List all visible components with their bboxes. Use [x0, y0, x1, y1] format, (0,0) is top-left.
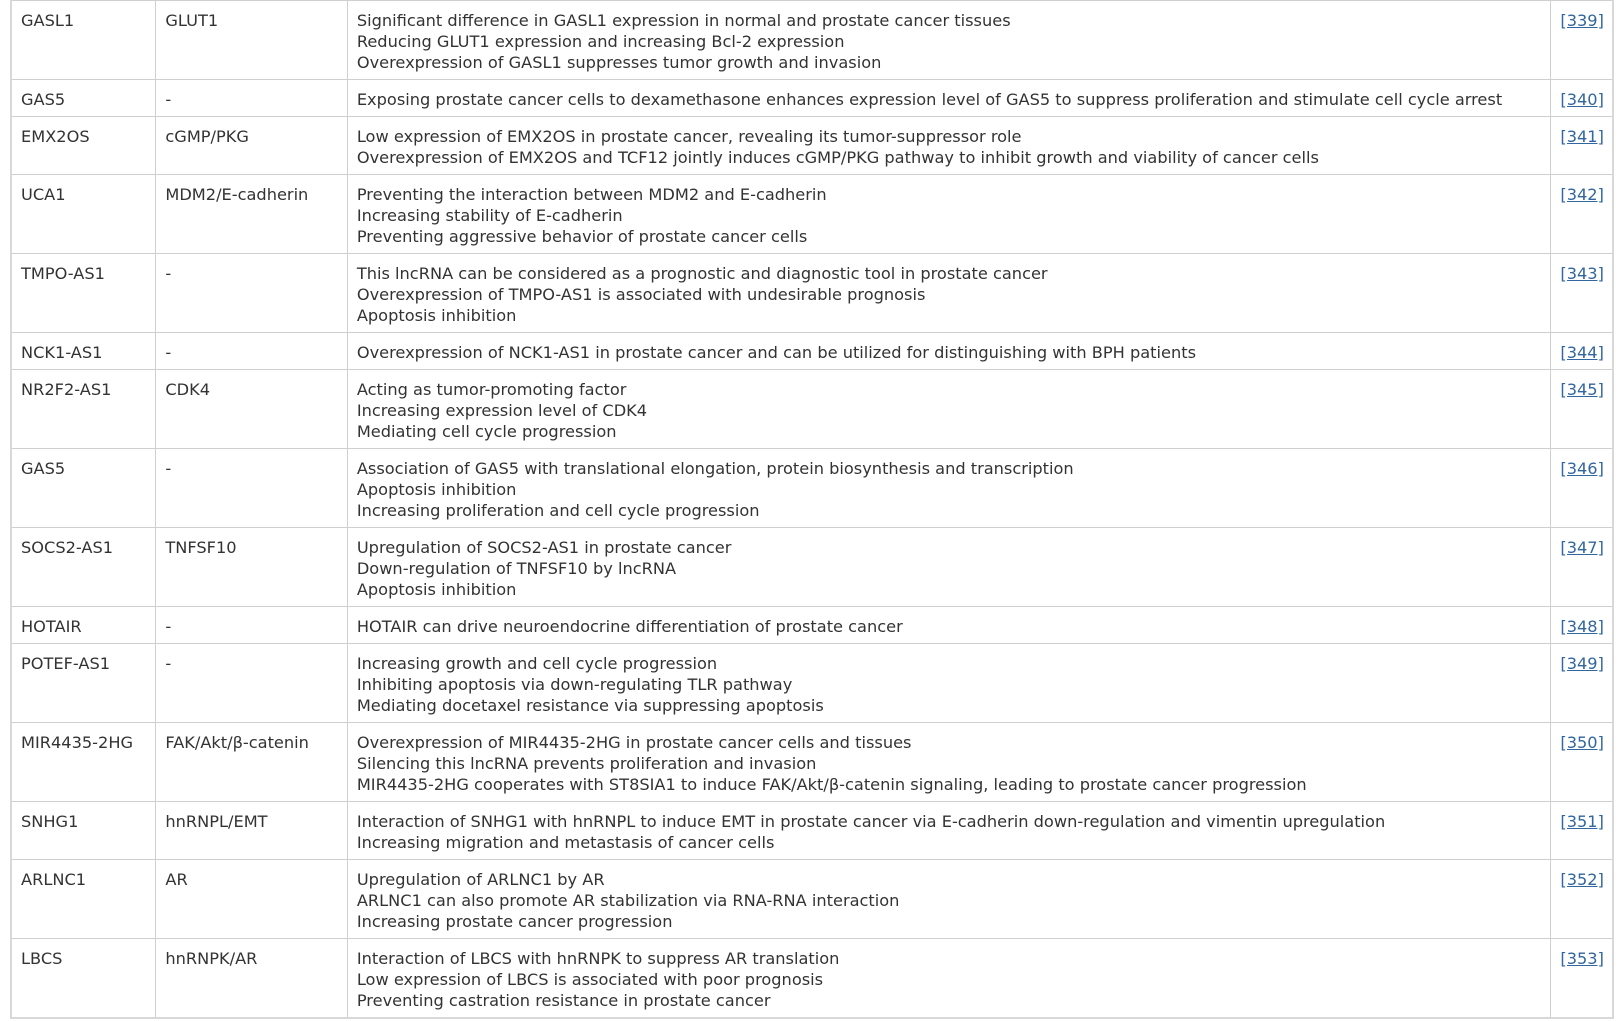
effect-line: Apoptosis inhibition [356, 480, 517, 499]
reference-link[interactable]: [345] [1560, 380, 1604, 399]
table-row [11, 449, 1613, 528]
target-cell: TNFSF10 [156, 528, 347, 607]
effect-line: Acting as tumor-promoting factor [356, 380, 627, 399]
table-row [11, 370, 1613, 449]
effect-line: Increasing expression level of CDK4 [356, 401, 648, 420]
effects-cell [347, 370, 1551, 449]
table-row [11, 254, 1613, 333]
effect-line: Apoptosis inhibition [356, 580, 517, 599]
reference-link[interactable]: [346] [1560, 459, 1604, 478]
effect-line: Preventing castration resistance in prostate cancer [356, 991, 771, 1010]
table-row [11, 80, 1613, 117]
reference-link[interactable]: [347] [1560, 538, 1604, 557]
target-cell: FAK/Akt/β-catenin [156, 723, 347, 802]
effects-cell [347, 254, 1551, 333]
reference-link[interactable]: [348] [1560, 617, 1604, 636]
target-cell: - [156, 644, 347, 723]
effects-cell [347, 723, 1551, 802]
effect-line: MIR4435-2HG cooperates with ST8SIA1 to induce FAK/Akt/β-catenin signaling, leading to prostate cancer progression [356, 775, 1307, 794]
effect-line: Low expression of EMX2OS in prostate cancer, revealing its tumor-suppressor role [356, 127, 1022, 146]
lncrna-cell: GAS5 [11, 80, 156, 117]
target-cell: - [156, 449, 347, 528]
reference-cell [1551, 607, 1613, 644]
effects-cell [347, 860, 1551, 939]
reference-link[interactable]: [351] [1560, 812, 1604, 831]
effect-line: Preventing the interaction between MDM2 and E-cadherin [356, 185, 827, 204]
effect-line: This lncRNA can be considered as a prognostic and diagnostic tool in prostate cancer [356, 264, 1048, 283]
reference-cell [1551, 254, 1613, 333]
reference-cell [1551, 723, 1613, 802]
effects-cell [347, 449, 1551, 528]
table-row [11, 528, 1613, 607]
reference-link[interactable]: [344] [1560, 343, 1604, 362]
target-cell: AR [156, 860, 347, 939]
effect-line: Mediating cell cycle progression [356, 422, 617, 441]
table-row [11, 939, 1613, 1019]
table-row [11, 117, 1613, 175]
reference-cell [1551, 939, 1613, 1019]
table-row [11, 723, 1613, 802]
effects-cell [347, 644, 1551, 723]
table-row [11, 333, 1613, 370]
lncrna-cell: NR2F2-AS1 [11, 370, 156, 449]
effect-line: Overexpression of NCK1-AS1 in prostate cancer and can be utilized for distinguishing with BPH patients [356, 343, 1197, 362]
effect-line: Low expression of LBCS is associated with poor prognosis [356, 970, 824, 989]
lncrna-cell: LBCS [11, 939, 156, 1019]
effect-line: Increasing migration and metastasis of cancer cells [356, 833, 775, 852]
table-row [11, 607, 1613, 644]
target-cell: MDM2/E-cadherin [156, 175, 347, 254]
effect-line: Mediating docetaxel resistance via suppressing apoptosis [356, 696, 824, 715]
lncrna-cell: TMPO-AS1 [11, 254, 156, 333]
effects-cell [347, 528, 1551, 607]
reference-cell [1551, 175, 1613, 254]
effects-cell [347, 1, 1551, 80]
lncrna-cell: ARLNC1 [11, 860, 156, 939]
effect-line: Increasing proliferation and cell cycle progression [356, 501, 760, 520]
effect-line: Silencing this lncRNA prevents proliferation and invasion [356, 754, 817, 773]
reference-cell [1551, 333, 1613, 370]
target-cell: cGMP/PKG [156, 117, 347, 175]
effects-cell [347, 117, 1551, 175]
effect-line: Overexpression of MIR4435-2HG in prostate cancer cells and tissues [356, 733, 912, 752]
effect-line: Upregulation of SOCS2-AS1 in prostate cancer [356, 538, 732, 557]
effect-line: Association of GAS5 with translational elongation, protein biosynthesis and transcription [356, 459, 1074, 478]
reference-cell [1551, 802, 1613, 860]
effect-line: Overexpression of GASL1 suppresses tumor growth and invasion [356, 53, 882, 72]
effects-cell [347, 939, 1551, 1019]
reference-link[interactable]: [349] [1560, 654, 1604, 673]
effects-cell [347, 80, 1551, 117]
reference-link[interactable]: [340] [1560, 90, 1604, 109]
effects-cell [347, 607, 1551, 644]
effect-line: Increasing stability of E-cadherin [356, 206, 623, 225]
reference-cell [1551, 370, 1613, 449]
reference-link[interactable]: [342] [1560, 185, 1604, 204]
lncrna-cell: HOTAIR [11, 607, 156, 644]
lncrna-cell: SOCS2-AS1 [11, 528, 156, 607]
reference-link[interactable]: [352] [1560, 870, 1604, 889]
effect-line: Increasing growth and cell cycle progression [356, 654, 718, 673]
reference-cell [1551, 117, 1613, 175]
reference-link[interactable]: [341] [1560, 127, 1604, 146]
target-cell: - [156, 80, 347, 117]
target-cell: CDK4 [156, 370, 347, 449]
reference-cell [1551, 80, 1613, 117]
table-row [11, 644, 1613, 723]
reference-cell [1551, 528, 1613, 607]
effect-line: Increasing prostate cancer progression [356, 912, 673, 931]
target-cell: - [156, 333, 347, 370]
table-container [10, 0, 1614, 1019]
lncrna-table [10, 0, 1614, 1019]
effect-line: Preventing aggressive behavior of prostate cancer cells [356, 227, 808, 246]
target-cell: GLUT1 [156, 1, 347, 80]
lncrna-cell: POTEF-AS1 [11, 644, 156, 723]
target-cell: - [156, 254, 347, 333]
effect-line: Apoptosis inhibition [356, 306, 517, 325]
effects-cell [347, 333, 1551, 370]
table-row [11, 1, 1613, 80]
effect-line: ARLNC1 can also promote AR stabilization via RNA-RNA interaction [356, 891, 900, 910]
reference-link[interactable]: [353] [1560, 949, 1604, 968]
lncrna-cell: NCK1-AS1 [11, 333, 156, 370]
effect-line: Significant difference in GASL1 expression in normal and prostate cancer tissues [356, 11, 1011, 30]
effect-line: Interaction of LBCS with hnRNPK to suppress AR translation [356, 949, 840, 968]
lncrna-cell: GAS5 [11, 449, 156, 528]
effect-line: Overexpression of EMX2OS and TCF12 jointly induces cGMP/PKG pathway to inhibit growth and viability of cancer cells [356, 148, 1319, 167]
effect-line: Reducing GLUT1 expression and increasing Bcl-2 expression [356, 32, 845, 51]
table-row [11, 860, 1613, 939]
effect-line: Interaction of SNHG1 with hnRNPL to induce EMT in prostate cancer via E-cadherin down-regulation and vimentin upregulation [356, 812, 1386, 831]
reference-cell [1551, 860, 1613, 939]
target-cell: hnRNPK/AR [156, 939, 347, 1019]
table-row [11, 802, 1613, 860]
effect-line: Upregulation of ARLNC1 by AR [356, 870, 605, 889]
effect-line: Down-regulation of TNFSF10 by lncRNA [356, 559, 677, 578]
reference-cell [1551, 449, 1613, 528]
table-row [11, 175, 1613, 254]
lncrna-cell: SNHG1 [11, 802, 156, 860]
effect-line: HOTAIR can drive neuroendocrine differentiation of prostate cancer [356, 617, 903, 636]
reference-link[interactable]: [339] [1560, 11, 1604, 30]
effect-line: Inhibiting apoptosis via down-regulating TLR pathway [356, 675, 793, 694]
reference-cell [1551, 644, 1613, 723]
effects-cell [347, 175, 1551, 254]
reference-link[interactable]: [343] [1560, 264, 1604, 283]
lncrna-cell: EMX2OS [11, 117, 156, 175]
table-body [11, 1, 1613, 1019]
effect-line: Overexpression of TMPO-AS1 is associated with undesirable prognosis [356, 285, 926, 304]
lncrna-cell: MIR4435-2HG [11, 723, 156, 802]
reference-link[interactable]: [350] [1560, 733, 1604, 752]
target-cell: hnRNPL/EMT [156, 802, 347, 860]
lncrna-cell: GASL1 [11, 1, 156, 80]
effects-cell [347, 802, 1551, 860]
reference-cell [1551, 1, 1613, 80]
lncrna-cell: UCA1 [11, 175, 156, 254]
effect-line: Exposing prostate cancer cells to dexamethasone enhances expression level of GAS5 to suppress proliferation and stimulate cell cycle arrest [356, 90, 1503, 109]
target-cell: - [156, 607, 347, 644]
